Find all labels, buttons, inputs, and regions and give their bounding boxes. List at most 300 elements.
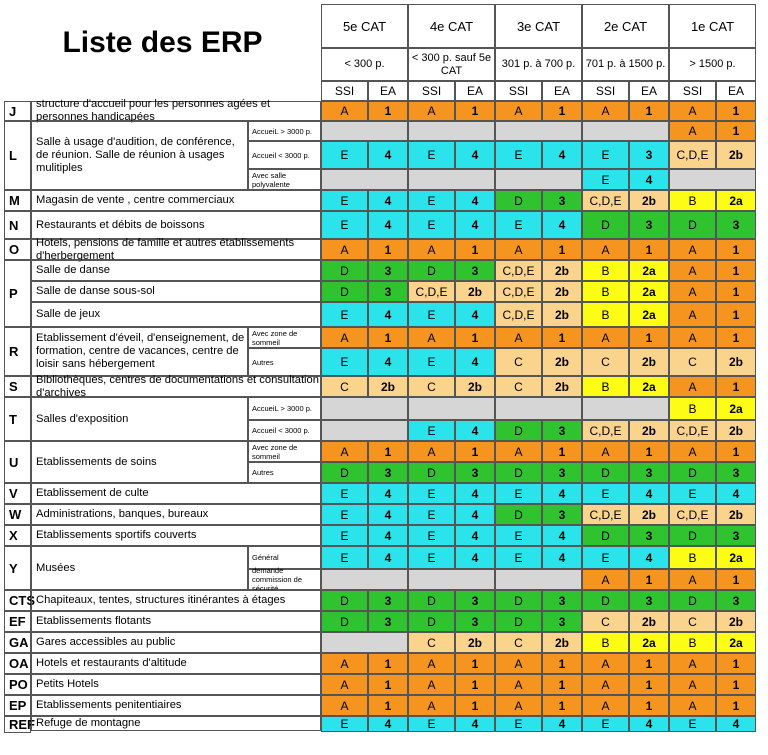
row-code: Y	[4, 546, 31, 590]
ssi-cell: C	[669, 348, 716, 376]
ea-cell: 4	[629, 546, 669, 569]
ssi-cell: E	[408, 302, 455, 327]
ssi-cell: D	[321, 611, 368, 632]
empty-cell	[321, 420, 408, 441]
ea-cell: 2b	[455, 376, 495, 397]
ea-cell: 2b	[542, 376, 582, 397]
empty-cell	[495, 569, 582, 590]
ea-cell: 3	[455, 462, 495, 483]
ea-cell: 2b	[455, 632, 495, 653]
ssi-cell: C	[669, 611, 716, 632]
ssi-cell: A	[582, 653, 629, 674]
ea-cell: 1	[542, 674, 582, 695]
ssi-cell: B	[582, 376, 629, 397]
ssi-cell: E	[321, 546, 368, 569]
ea-cell: 1	[368, 695, 408, 716]
ssi-cell: A	[669, 281, 716, 302]
row-code: X	[4, 525, 31, 546]
ssi-cell: E	[495, 141, 542, 169]
ssi-cell: B	[669, 632, 716, 653]
empty-cell	[321, 632, 408, 653]
ssi-cell: D	[408, 611, 455, 632]
ea-cell: 1	[629, 101, 669, 121]
row-code: P	[4, 260, 31, 327]
empty-cell	[495, 397, 582, 420]
ssi-cell: A	[408, 653, 455, 674]
ea-cell: 1	[716, 260, 756, 281]
row-code: O	[4, 239, 31, 260]
row-description: Etablissements de soins	[31, 441, 248, 483]
ssi-cell: E	[669, 483, 716, 504]
ssi-cell: B	[582, 281, 629, 302]
ea-cell: 1	[455, 695, 495, 716]
ea-cell: 2a	[629, 632, 669, 653]
ssi-cell: D	[321, 260, 368, 281]
ea-header: EA	[368, 81, 408, 101]
ssi-cell: E	[495, 483, 542, 504]
ea-cell: 4	[542, 716, 582, 732]
ea-cell: 4	[629, 716, 669, 732]
ssi-cell: A	[582, 239, 629, 260]
ssi-cell: C,D,E	[669, 504, 716, 525]
ssi-cell: E	[408, 525, 455, 546]
ssi-cell: B	[669, 190, 716, 211]
ssi-cell: C,D,E	[582, 504, 629, 525]
ea-cell: 4	[542, 525, 582, 546]
ea-cell: 3	[716, 525, 756, 546]
ea-cell: 2b	[629, 190, 669, 211]
ea-cell: 3	[629, 590, 669, 611]
ea-cell: 3	[455, 590, 495, 611]
ea-cell: 1	[629, 239, 669, 260]
ea-cell: 4	[368, 302, 408, 327]
ssi-cell: A	[669, 376, 716, 397]
row-code: S	[4, 376, 31, 397]
ea-cell: 3	[629, 141, 669, 169]
ea-cell: 3	[629, 462, 669, 483]
ssi-cell: E	[495, 525, 542, 546]
category-header: 2e CAT	[582, 4, 669, 48]
ea-cell: 2a	[629, 260, 669, 281]
ssi-cell: C	[321, 376, 368, 397]
row-description: Petits Hotels	[31, 674, 321, 695]
ea-cell: 4	[455, 716, 495, 732]
row-code: CTS	[4, 590, 31, 611]
ssi-cell: C,D,E	[495, 260, 542, 281]
ea-cell: 4	[542, 211, 582, 239]
ssi-cell: D	[321, 281, 368, 302]
ssi-cell: D	[669, 590, 716, 611]
ssi-cell: C,D,E	[669, 420, 716, 441]
ea-cell: 1	[629, 327, 669, 348]
ea-cell: 2b	[542, 348, 582, 376]
row-description: Gares accessibles au public	[31, 632, 321, 653]
ssi-cell: A	[582, 101, 629, 121]
row-description: Refuge de montagne	[31, 716, 321, 731]
ssi-cell: A	[321, 327, 368, 348]
ea-cell: 1	[368, 674, 408, 695]
ssi-cell: E	[321, 141, 368, 169]
ea-cell: 4	[368, 348, 408, 376]
ea-cell: 1	[629, 674, 669, 695]
row-description: Etablissements penitentiaires	[31, 695, 321, 716]
ssi-header: SSI	[669, 81, 716, 101]
empty-cell	[495, 121, 582, 141]
ea-cell: 1	[716, 101, 756, 121]
ea-cell: 1	[455, 327, 495, 348]
ea-cell: 4	[455, 302, 495, 327]
ea-cell: 1	[716, 695, 756, 716]
ea-cell: 2a	[716, 632, 756, 653]
ea-cell: 3	[716, 211, 756, 239]
ea-cell: 1	[629, 569, 669, 590]
ssi-cell: D	[669, 462, 716, 483]
ssi-cell: D	[495, 590, 542, 611]
ea-cell: 1	[716, 674, 756, 695]
ea-header: EA	[455, 81, 495, 101]
ea-cell: 3	[368, 281, 408, 302]
ssi-cell: C,D,E	[495, 302, 542, 327]
ssi-cell: D	[582, 462, 629, 483]
row-description: Bibliothèques, centres de documentations et consultation d'archives	[31, 376, 321, 397]
ea-cell: 3	[368, 611, 408, 632]
ea-cell: 3	[368, 590, 408, 611]
ssi-cell: E	[495, 546, 542, 569]
ea-cell: 3	[629, 211, 669, 239]
empty-cell	[321, 121, 408, 141]
ssi-cell: E	[582, 169, 629, 190]
ssi-cell: A	[408, 441, 455, 462]
ea-cell: 4	[455, 546, 495, 569]
ssi-cell: E	[408, 546, 455, 569]
ssi-cell: A	[495, 101, 542, 121]
ssi-cell: E	[582, 483, 629, 504]
empty-cell	[408, 569, 495, 590]
ssi-cell: D	[321, 590, 368, 611]
ssi-cell: A	[321, 239, 368, 260]
ea-cell: 3	[629, 525, 669, 546]
ssi-cell: A	[582, 695, 629, 716]
ea-cell: 2b	[542, 302, 582, 327]
row-code: R	[4, 327, 31, 376]
row-description: Salle de danse sous-sol	[31, 281, 321, 302]
empty-cell	[321, 397, 408, 420]
ea-cell: 1	[455, 674, 495, 695]
row-description: Salle à usage d'audition, de conférence, de réunion. Salle de réunion à usages mulitiples	[31, 121, 248, 190]
ea-cell: 1	[455, 239, 495, 260]
row-subtype: AccueiL > 3000 p.	[248, 397, 321, 420]
ea-cell: 3	[542, 462, 582, 483]
ea-header: EA	[542, 81, 582, 101]
ssi-cell: A	[321, 653, 368, 674]
ssi-cell: A	[582, 674, 629, 695]
ssi-cell: C	[495, 632, 542, 653]
ea-cell: 4	[368, 141, 408, 169]
row-code: PO	[4, 674, 31, 695]
category-range: 301 p. à 700 p.	[495, 48, 582, 81]
ssi-cell: B	[669, 546, 716, 569]
ssi-cell: D	[408, 590, 455, 611]
ssi-cell: A	[495, 327, 542, 348]
ea-cell: 1	[716, 441, 756, 462]
row-code: OA	[4, 653, 31, 674]
ea-cell: 4	[455, 504, 495, 525]
ea-cell: 1	[716, 327, 756, 348]
ssi-cell: D	[495, 420, 542, 441]
empty-cell	[582, 121, 669, 141]
ssi-cell: A	[582, 569, 629, 590]
ssi-cell: A	[321, 101, 368, 121]
row-description: Salle de danse	[31, 260, 321, 281]
ea-cell: 1	[542, 653, 582, 674]
ssi-cell: A	[495, 695, 542, 716]
ea-cell: 2b	[716, 141, 756, 169]
ea-cell: 4	[455, 211, 495, 239]
ea-cell: 1	[716, 281, 756, 302]
ssi-cell: E	[495, 716, 542, 732]
category-range: < 300 p.	[321, 48, 408, 81]
ea-cell: 1	[716, 653, 756, 674]
ssi-header: SSI	[321, 81, 368, 101]
row-code: V	[4, 483, 31, 504]
ea-cell: 2b	[455, 281, 495, 302]
empty-cell	[495, 169, 582, 190]
ssi-cell: C	[408, 376, 455, 397]
ea-cell: 4	[368, 190, 408, 211]
empty-cell	[321, 569, 408, 590]
ea-cell: 2b	[542, 260, 582, 281]
ssi-cell: A	[669, 121, 716, 141]
ssi-cell: A	[669, 653, 716, 674]
ssi-cell: E	[582, 716, 629, 732]
ea-cell: 1	[542, 441, 582, 462]
ssi-header: SSI	[495, 81, 542, 101]
ea-cell: 4	[368, 716, 408, 732]
ea-cell: 4	[455, 483, 495, 504]
ssi-cell: A	[669, 239, 716, 260]
ssi-cell: C,D,E	[582, 420, 629, 441]
ssi-cell: E	[669, 716, 716, 732]
ssi-cell: C,D,E	[582, 190, 629, 211]
ea-cell: 2b	[716, 348, 756, 376]
ssi-cell: E	[408, 420, 455, 441]
ssi-cell: A	[408, 327, 455, 348]
row-code: REF	[4, 716, 31, 733]
ea-cell: 2a	[629, 281, 669, 302]
ssi-cell: E	[408, 211, 455, 239]
ea-header: EA	[716, 81, 756, 101]
ssi-cell: A	[669, 441, 716, 462]
row-code: EF	[4, 611, 31, 632]
ea-cell: 2a	[716, 546, 756, 569]
row-subtype: demande commission de sécurité	[248, 569, 321, 590]
ea-cell: 2b	[716, 420, 756, 441]
ea-cell: 3	[542, 590, 582, 611]
ea-cell: 1	[542, 101, 582, 121]
row-subtype: Accueil < 3000 p.	[248, 141, 321, 169]
ea-cell: 4	[455, 348, 495, 376]
ea-cell: 3	[542, 190, 582, 211]
row-subtype: Accueil < 3000 p.	[248, 420, 321, 441]
ea-cell: 3	[455, 260, 495, 281]
ea-cell: 1	[716, 302, 756, 327]
ea-cell: 2b	[629, 611, 669, 632]
ea-cell: 3	[716, 590, 756, 611]
row-description: Etablissement d'éveil, d'enseignement, de formation, centre de vacances, centre de loisir sans hébergement	[31, 327, 248, 376]
ea-cell: 2b	[368, 376, 408, 397]
row-subtype: Autres	[248, 348, 321, 376]
row-description: Hotels, pensions de famille et autres établissements d'herbergement	[31, 239, 321, 260]
ssi-cell: E	[495, 211, 542, 239]
ssi-cell: C,D,E	[408, 281, 455, 302]
row-code: L	[4, 121, 31, 190]
ssi-cell: B	[669, 397, 716, 420]
ssi-cell: C	[408, 632, 455, 653]
category-range: 701 p. à 1500 p.	[582, 48, 669, 81]
ea-cell: 4	[455, 190, 495, 211]
ssi-cell: A	[669, 260, 716, 281]
ssi-cell: A	[669, 695, 716, 716]
ssi-cell: D	[495, 190, 542, 211]
row-description: Musées	[31, 546, 248, 590]
ea-cell: 1	[455, 441, 495, 462]
ssi-cell: E	[582, 546, 629, 569]
row-code: GA	[4, 632, 31, 653]
ssi-cell: A	[321, 695, 368, 716]
row-description: Administrations, banques, bureaux	[31, 504, 321, 525]
row-code: M	[4, 190, 31, 211]
ea-cell: 2b	[716, 611, 756, 632]
category-range: < 300 p. sauf 5e CAT	[408, 48, 495, 81]
row-description: Etablissements flotants	[31, 611, 321, 632]
row-code: U	[4, 441, 31, 483]
ea-cell: 4	[542, 546, 582, 569]
ssi-cell: E	[321, 716, 368, 732]
ea-cell: 4	[368, 525, 408, 546]
ea-cell: 1	[629, 653, 669, 674]
ssi-cell: E	[408, 483, 455, 504]
ea-cell: 4	[368, 211, 408, 239]
ssi-cell: E	[408, 716, 455, 732]
ea-cell: 1	[716, 376, 756, 397]
ssi-cell: A	[582, 327, 629, 348]
ea-cell: 1	[455, 101, 495, 121]
ea-cell: 2b	[629, 504, 669, 525]
ssi-cell: D	[495, 462, 542, 483]
ssi-cell: A	[669, 101, 716, 121]
ea-cell: 1	[716, 569, 756, 590]
ssi-cell: A	[582, 441, 629, 462]
ssi-cell: E	[321, 348, 368, 376]
ea-cell: 2b	[542, 281, 582, 302]
row-code: W	[4, 504, 31, 525]
ssi-cell: B	[582, 632, 629, 653]
ea-cell: 4	[368, 546, 408, 569]
ssi-cell: C	[582, 611, 629, 632]
row-subtype: Autres	[248, 462, 321, 483]
ssi-cell: A	[408, 695, 455, 716]
category-header: 4e CAT	[408, 4, 495, 48]
ea-cell: 4	[542, 141, 582, 169]
row-description: Etablissement de culte	[31, 483, 321, 504]
ssi-cell: B	[582, 302, 629, 327]
ea-cell: 2a	[629, 376, 669, 397]
ssi-cell: A	[408, 239, 455, 260]
ssi-cell: A	[408, 101, 455, 121]
ssi-cell: D	[408, 462, 455, 483]
ssi-cell: A	[495, 674, 542, 695]
category-range: > 1500 p.	[669, 48, 756, 81]
row-description: Salles d'exposition	[31, 397, 248, 441]
ssi-header: SSI	[582, 81, 629, 101]
row-description: Etablissements sportifs couverts	[31, 525, 321, 546]
ea-cell: 4	[455, 525, 495, 546]
empty-cell	[408, 397, 495, 420]
row-description: Salle de jeux	[31, 302, 321, 327]
ssi-cell: A	[669, 302, 716, 327]
ea-cell: 2a	[629, 302, 669, 327]
ea-cell: 3	[542, 504, 582, 525]
ea-cell: 1	[368, 239, 408, 260]
ea-cell: 1	[716, 121, 756, 141]
ea-cell: 1	[629, 695, 669, 716]
ea-cell: 1	[368, 327, 408, 348]
empty-cell	[408, 121, 495, 141]
ssi-cell: C	[495, 348, 542, 376]
ssi-cell: D	[582, 525, 629, 546]
empty-cell	[321, 169, 408, 190]
ssi-cell: E	[408, 348, 455, 376]
row-code: T	[4, 397, 31, 441]
row-subtype: Avec zone de sommeil	[248, 441, 321, 462]
ssi-cell: D	[408, 260, 455, 281]
ea-cell: 2b	[629, 420, 669, 441]
ssi-cell: D	[495, 611, 542, 632]
ea-cell: 3	[542, 420, 582, 441]
ea-cell: 2a	[716, 190, 756, 211]
ssi-cell: C,D,E	[495, 281, 542, 302]
ea-cell: 4	[629, 169, 669, 190]
row-code: J	[4, 101, 31, 121]
ea-cell: 3	[368, 462, 408, 483]
ea-cell: 4	[455, 420, 495, 441]
ea-cell: 4	[368, 504, 408, 525]
ssi-cell: A	[669, 674, 716, 695]
ea-cell: 2a	[716, 397, 756, 420]
ssi-cell: E	[321, 190, 368, 211]
ssi-cell: E	[408, 190, 455, 211]
row-description: structure d'accueil pour les personnes agées et personnes handicapées	[31, 101, 321, 121]
ssi-cell: A	[669, 569, 716, 590]
ea-header: EA	[629, 81, 669, 101]
row-description: Hotels et restaurants d'altitude	[31, 653, 321, 674]
ssi-cell: E	[408, 141, 455, 169]
ea-cell: 1	[716, 239, 756, 260]
ea-cell: 4	[368, 483, 408, 504]
ssi-cell: D	[321, 462, 368, 483]
ea-cell: 1	[542, 327, 582, 348]
ea-cell: 4	[629, 483, 669, 504]
ea-cell: 1	[455, 653, 495, 674]
ssi-cell: E	[321, 302, 368, 327]
ea-cell: 1	[368, 101, 408, 121]
ssi-cell: D	[669, 525, 716, 546]
ssi-cell: D	[582, 211, 629, 239]
empty-cell	[408, 169, 495, 190]
ssi-cell: A	[495, 239, 542, 260]
ssi-cell: D	[495, 504, 542, 525]
ssi-cell: A	[408, 674, 455, 695]
